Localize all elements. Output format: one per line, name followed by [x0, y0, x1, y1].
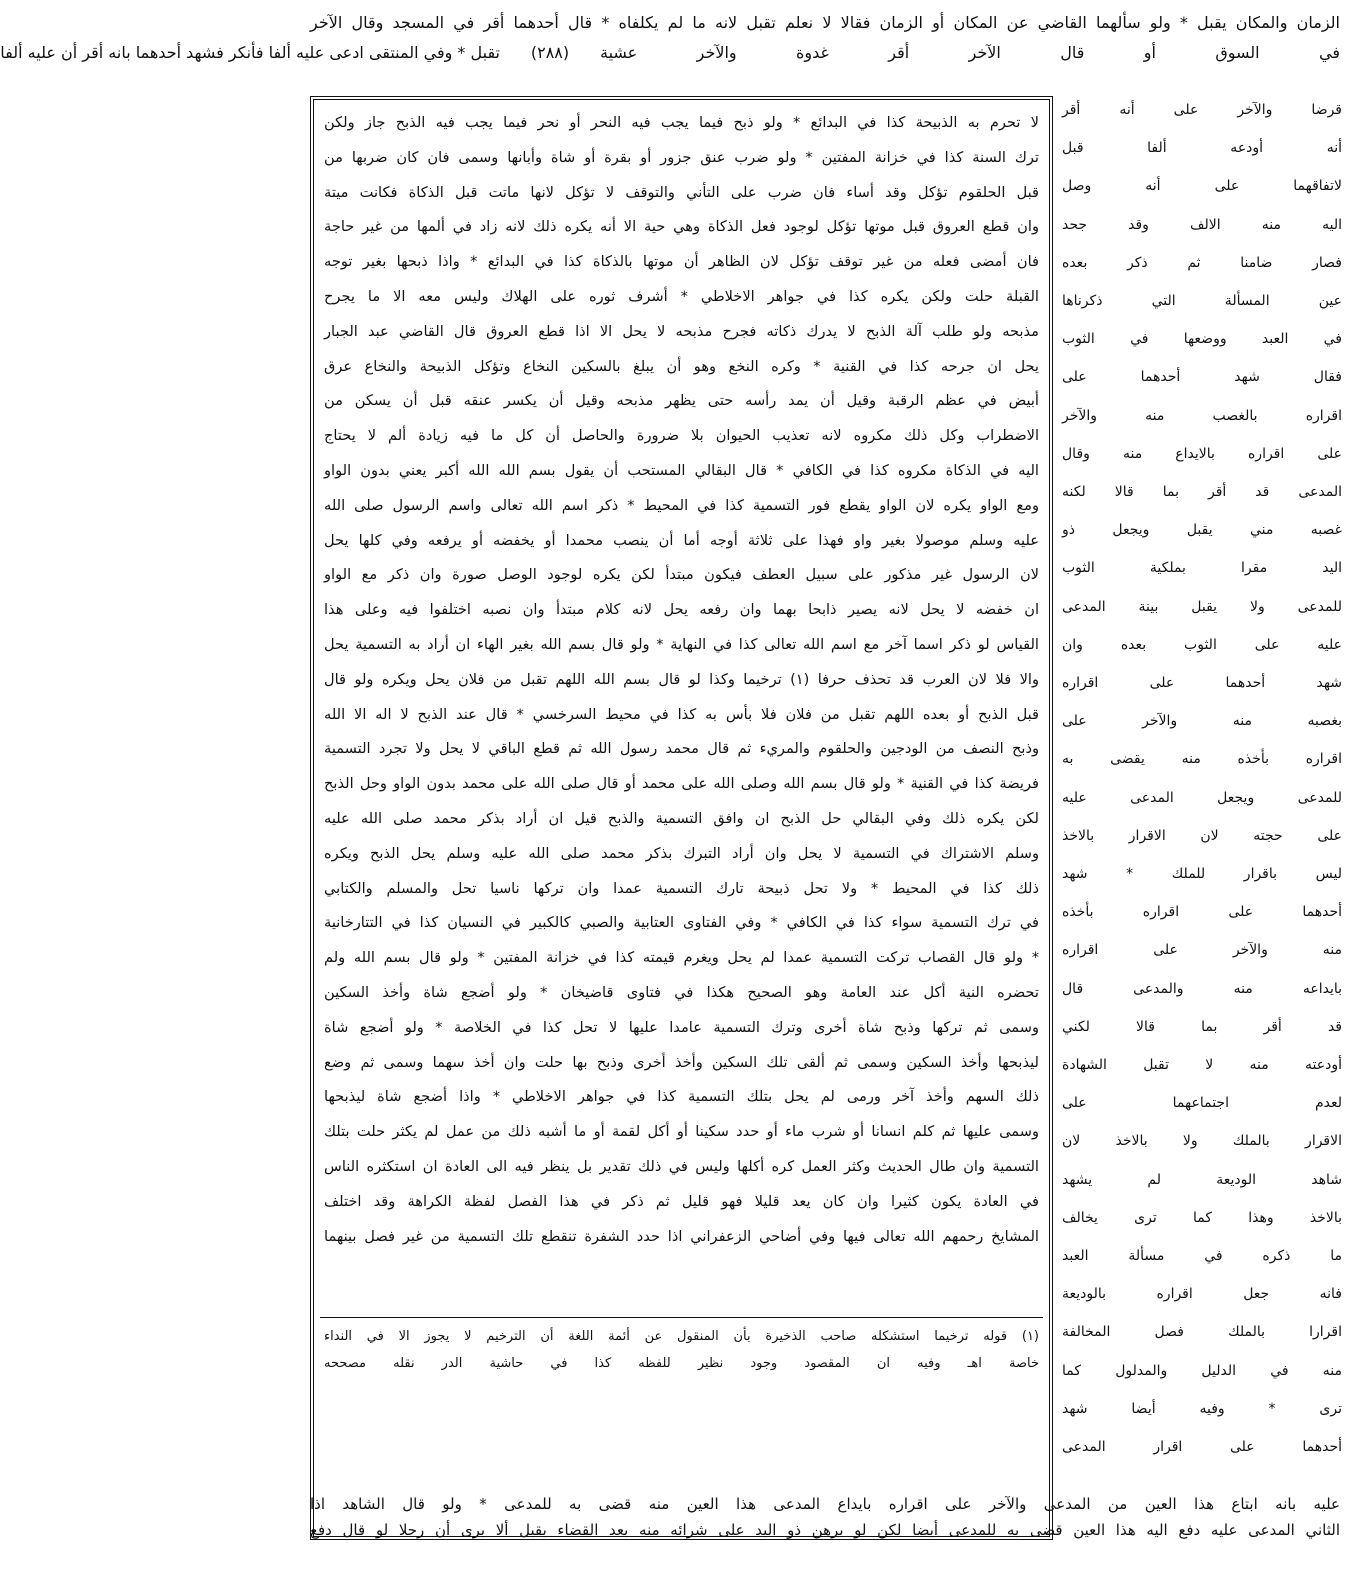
margin-line: اقراره بالغصب منه والآخر	[1062, 407, 1342, 424]
margin-line: فصار ضامنا ثم ذكر بعده	[1062, 254, 1342, 271]
margin-line: ترى * وفيه أيضا شهد	[1062, 1400, 1342, 1417]
top-text-block	[0, 10, 1340, 90]
main-text-line: وسلم الاشتراك في التسمية لا يحل وان أراد التبرك بذكر محمد صلى الله عليه وسلم يحل الذبح ويكره	[324, 844, 1039, 862]
margin-line: عليه على الثوب بعده وان	[1062, 636, 1342, 653]
margin-line: على حجته لان الاقرار بالاخذ	[1062, 827, 1342, 844]
main-text-line: وذبح النصف من الودجين والحلقوم والمريء ثم قال محمد رسول الله ثم قطع الباقي لا يحل ولا تجرد التسمية	[324, 740, 1039, 758]
bottom-line: عليه بانه ابتاع هذا العين من المدعى والآخر على اقراره بايداع المدعى هذا العين منه قضى به للمدعى * ولو قال الشاهد اذا	[310, 1495, 1340, 1513]
main-text-line: عليه وسلم موصولا بغير واو فهذا على ثلاثة أوجه أما أن ينصب محمدا أو يخفضه أو يرفعه وفي كلها يحل	[324, 531, 1039, 549]
margin-line: لعدم اجتماعهما على	[1062, 1095, 1342, 1112]
margin-line: لاتفاقهما على أنه وصل	[1062, 178, 1342, 195]
top-line: الزمان والمكان يقبل * ولو سألهما القاضي عن المكان أو الزمان فقالا لا نعلم تقبل لانه ما لم يكلفاه * قال أحدهما أقر في المسجد وقال الآخر	[310, 13, 1340, 32]
footnote	[324, 1324, 1039, 1404]
margin-line: أحدهما على اقرار المدعى	[1062, 1439, 1342, 1455]
main-text-line: لكن يكره ذلك وفي البقالي حل الذبح ان وافق التسمية والذبح قيل ان أراد بذكر محمد صلى الله عليه	[324, 810, 1039, 827]
main-text-line: أبيض في عظم الرقبة وقيل أن يمد رأسه حتى يظهر مذبحه وقيل أن يكسر عنقه قبل أن يسكن من	[324, 392, 1039, 410]
main-text-line: لان الرسول غير مذكور على سبيل العطف فيكون مبتدأ لكن يكره لوجود الوصل صورة وان ذكر مع الواو	[324, 566, 1039, 584]
top-line: تقبل * وفي المنتقى ادعى عليه ألفا فأنكر فشهد أحدهما بانه أقر أن عليه ألفا	[0, 43, 500, 62]
main-text-line: قبل الذبح أو بعده اللهم تقبل من فلان فلا بأس به كذا في محيط السرخسي * قال عند الذبح لا اله الا الله	[324, 705, 1039, 723]
margin-line: منه في الدليل والمدلول كما	[1062, 1362, 1342, 1379]
footnote-line: (١) قوله ترخيما استشكله صاحب الذخيرة بأن المنقول عن أئمة اللغة أن الترخيم لا يجوز الا في النداء	[324, 1329, 1039, 1344]
margin-line: غصبه مني يقبل ويجعل ذو	[1062, 522, 1342, 539]
main-text-line: اليه في الذكاة مكروه كذا في الكافي * قال البقالي المستحب أن يقول بسم الله الله أكبر يعني بدون الواو	[324, 462, 1039, 479]
margin-line: للمدعى ولا يقبل بينة المدعى	[1062, 598, 1342, 615]
margin-line: شهد أحدهما على اقراره	[1062, 675, 1342, 691]
footnote-divider	[320, 1317, 1043, 1318]
margin-commentary	[1062, 96, 1342, 1540]
main-text-line: في ترك التسمية سواء كذا في الكافي * وفي الفتاوى العتابية والصبي كالكبير في النسيان كذا في التتارخانية	[324, 914, 1039, 932]
margin-line: اقراره بأخذه منه يقضى به	[1062, 751, 1342, 768]
main-text-line: مذبحه ولو طلب آلة الذبح لا يدرك ذكاته فجرح مذبحه لا يحل الا اذا قطع العروق قال القاضي عبد الجبار	[324, 322, 1039, 340]
margin-line: أحدهما على اقراره بأخذه	[1062, 904, 1342, 921]
margin-line: منه والآخر على اقراره	[1062, 942, 1342, 959]
margin-line: ليس باقرار للملك * شهد	[1062, 866, 1342, 882]
margin-line: ما ذكره في مسألة العبد	[1062, 1248, 1342, 1264]
main-text-line: والا فلا لان العرب قد تحذف حرفا (١) ترخيما وكذا لو قال بسم الله اللهم تقبل من فلان يحل ويكره ولو قال	[324, 670, 1039, 688]
top-line: في السوق أو قال الآخر أقر غدوة والآخر عشية	[600, 43, 1340, 62]
main-text-line: * ولو قال القصاب تركت التسمية عمدا لم يحل ويغرم قيمته كذا في خزانة المفتين * ولو قال بسم الله ولم	[324, 949, 1039, 967]
margin-line: فقال شهد أحدهما على	[1062, 369, 1342, 386]
main-text-line: ذلك كذا في المحيط * ولا تحل ذبيحة تارك التسمية عمدا وان تركها ناسيا تحل والمسلم والكتابي	[324, 879, 1039, 897]
main-text-line: وسمى عليها ثم كلم انسانا أو شرب ماء أو حدد سكينا أو أكل لقمة أو ما أشبه ذلك من عمل لم يكثر حلت بتلك	[324, 1123, 1039, 1141]
main-text-line: يحل ان جرحه كذا في القنية * وكره النخع وهو أن يبلغ بالسكين النخاع وتؤكل الذبيحة والنخاع عرق	[324, 357, 1039, 375]
main-text-line: فان أمضى فعله من غير توقف تؤكل لان الظاهر أن موتها بالذكاة كذا في البدائع * واذا ذبحها بغير توجه	[324, 253, 1039, 271]
margin-line: اليه منه الالف وقد جحد	[1062, 216, 1342, 233]
margin-line: بالاخذ وهذا كما ترى يخالف	[1062, 1209, 1342, 1226]
margin-line: قرضا والآخر على أنه أقر	[1062, 102, 1342, 118]
bottom-line: الثاني المدعى عليه دفع اليه هذا العين قضى به للمدعى أيضا لكن لو برهن ذو اليد على شرائه منه بعد القضاء يقبل ألا يرى أن رجلا لو قال دفع	[310, 1521, 1340, 1539]
main-text	[324, 108, 1039, 1313]
margin-line: فانه جعل اقراره بالوديعة	[1062, 1286, 1342, 1303]
main-text-line: ان خفضه لا يحل لانه يصير ذابحا بهما وان رفعه يحل لانه كلام مبتدأ وان نصبه اختلفوا فيه وعلى هذا	[324, 601, 1039, 619]
margin-line: اقرارا بالملك فصل المخالفة	[1062, 1324, 1342, 1341]
page-number: (٢٨٨)	[530, 43, 570, 62]
bottom-text-block	[310, 1492, 1340, 1552]
main-text-line: وسمى ثم تركها وذبح شاة أخرى وترك التسمية عامدا عليها لا تحل كذا في الخلاصة * ولو أضجع شاة	[324, 1018, 1039, 1036]
margin-line: للمدعى ويجعل المدعى عليه	[1062, 789, 1342, 806]
main-text-line: ومع الواو يكره لان الواو يقطع فور التسمية كذا في المحيط * ذكر اسم الله تعالى واسم الرسول صلى الله	[324, 496, 1039, 514]
margin-line: اليد مقرا بملكية الثوب	[1062, 560, 1342, 577]
main-text-line: ليذبحها وأخذ السكين وسمى ثم ألقى تلك السكين وأخذ أخرى وذبح بها حلت وان أخذ سهما وسمى ثم وضع	[324, 1053, 1039, 1071]
main-text-line: فريضة كذا في القنية * ولو قال بسم الله وصلى الله على محمد أو قال صلى الله على محمد بدون الواو وحل الذبح	[324, 775, 1039, 793]
main-text-line: في العادة يكون كثيرا وان كان يعد قليلا فهو قليل ثم ذكر في هذا الفصل لفظة الكراهة وقد اختلف	[324, 1192, 1039, 1210]
footnote-line: خاصة اهـ وفيه ان المقصود وجود نظير للفظه كذا في حاشية الدر نقله مصححه	[324, 1356, 1039, 1371]
margin-line: المدعى قد أقر بما قالا لكنه	[1062, 484, 1342, 500]
main-text-line: الاضطراب وكل ذلك مكروه لانه تعذيب الحيوان بلا ضرورة والحاصل أن كل ما فيه زيادة ألم لا يحتاج	[324, 427, 1039, 445]
main-text-line: المشايخ رحمهم الله تعالى فيها وفي أضاحي الزعفراني اذا حدد الشفرة تنقطع تلك التسمية من غير فصل بينهما	[324, 1227, 1039, 1245]
margin-line: عين المسألة التي ذكرناها	[1062, 293, 1342, 309]
margin-line: بايداعه منه والمدعى قال	[1062, 980, 1342, 997]
margin-line: أودعته منه لا تقبل الشهادة	[1062, 1057, 1342, 1073]
margin-line: بغصبه منه والآخر على	[1062, 713, 1342, 730]
main-text-line: لا تحرم به الذبيحة كذا في البدائع * ولو ذبح فيما يجب فيه النحر أو نحر فيما يجب فيه الذبح جاز ولكن	[324, 114, 1039, 131]
margin-line: في العبد ووضعها في الثوب	[1062, 331, 1342, 348]
main-text-line: القياس لو ذكر اسما آخر مع اسم الله تعالى كذا في النهاية * ولو قال بسم الله بغير الهاء ان أراد به التسمية يحل	[324, 636, 1039, 653]
margin-line: الاقرار بالملك ولا بالاخذ لان	[1062, 1133, 1342, 1150]
main-text-line: تحضره النية أكل عند العامة وهو الصحيح هكذا في فتاوى قاضيخان * ولو أضجع شاة وأخذ السكين	[324, 984, 1039, 1001]
margin-line: شاهد الوديعة لم يشهد	[1062, 1171, 1342, 1188]
main-text-frame	[310, 96, 1053, 1540]
main-text-line: التسمية وان طال الحديث وكثر العمل كره أكلها وليس في ذلك تقدير بل ينظر فيه الى العادة ان استكثره الناس	[324, 1158, 1039, 1175]
main-text-line: القبلة حلت ولكن يكره كذا في جواهر الاخلاطي * أشرف ثوره على الهلاك وليس معه الا ما يجرح	[324, 288, 1039, 305]
main-text-line: ذلك السهم وأخذ آخر ورمى لم يحل بتلك التسمية كذا في جواهر الاخلاطي * واذا أضجع شاة ليذبحها	[324, 1088, 1039, 1106]
main-text-line: وان قطع العروق قبل موتها تؤكل لوجود فعل الذكاة وهي حية الا أنه يكره ذلك لانه زاد في ألمها من غير حاجة	[324, 218, 1039, 236]
margin-line: على اقراره بالايداع منه وقال	[1062, 445, 1342, 462]
main-text-line: ترك السنة كذا في خزانة المفتين * ولو ضرب عنق جزور أو بقرة أو شاة وأبانها وسمى فان كان ضربها من	[324, 148, 1039, 166]
main-text-line: قبل الحلقوم تؤكل وقد أساء فان ضرب على التأني والتوقف لا تؤكل لانها ماتت قبل الذكاة فكانت ميتة	[324, 183, 1039, 201]
margin-line: أنه أودعه ألفا قبل	[1062, 140, 1342, 157]
margin-line: قد أقر بما قالا لكني	[1062, 1018, 1342, 1035]
